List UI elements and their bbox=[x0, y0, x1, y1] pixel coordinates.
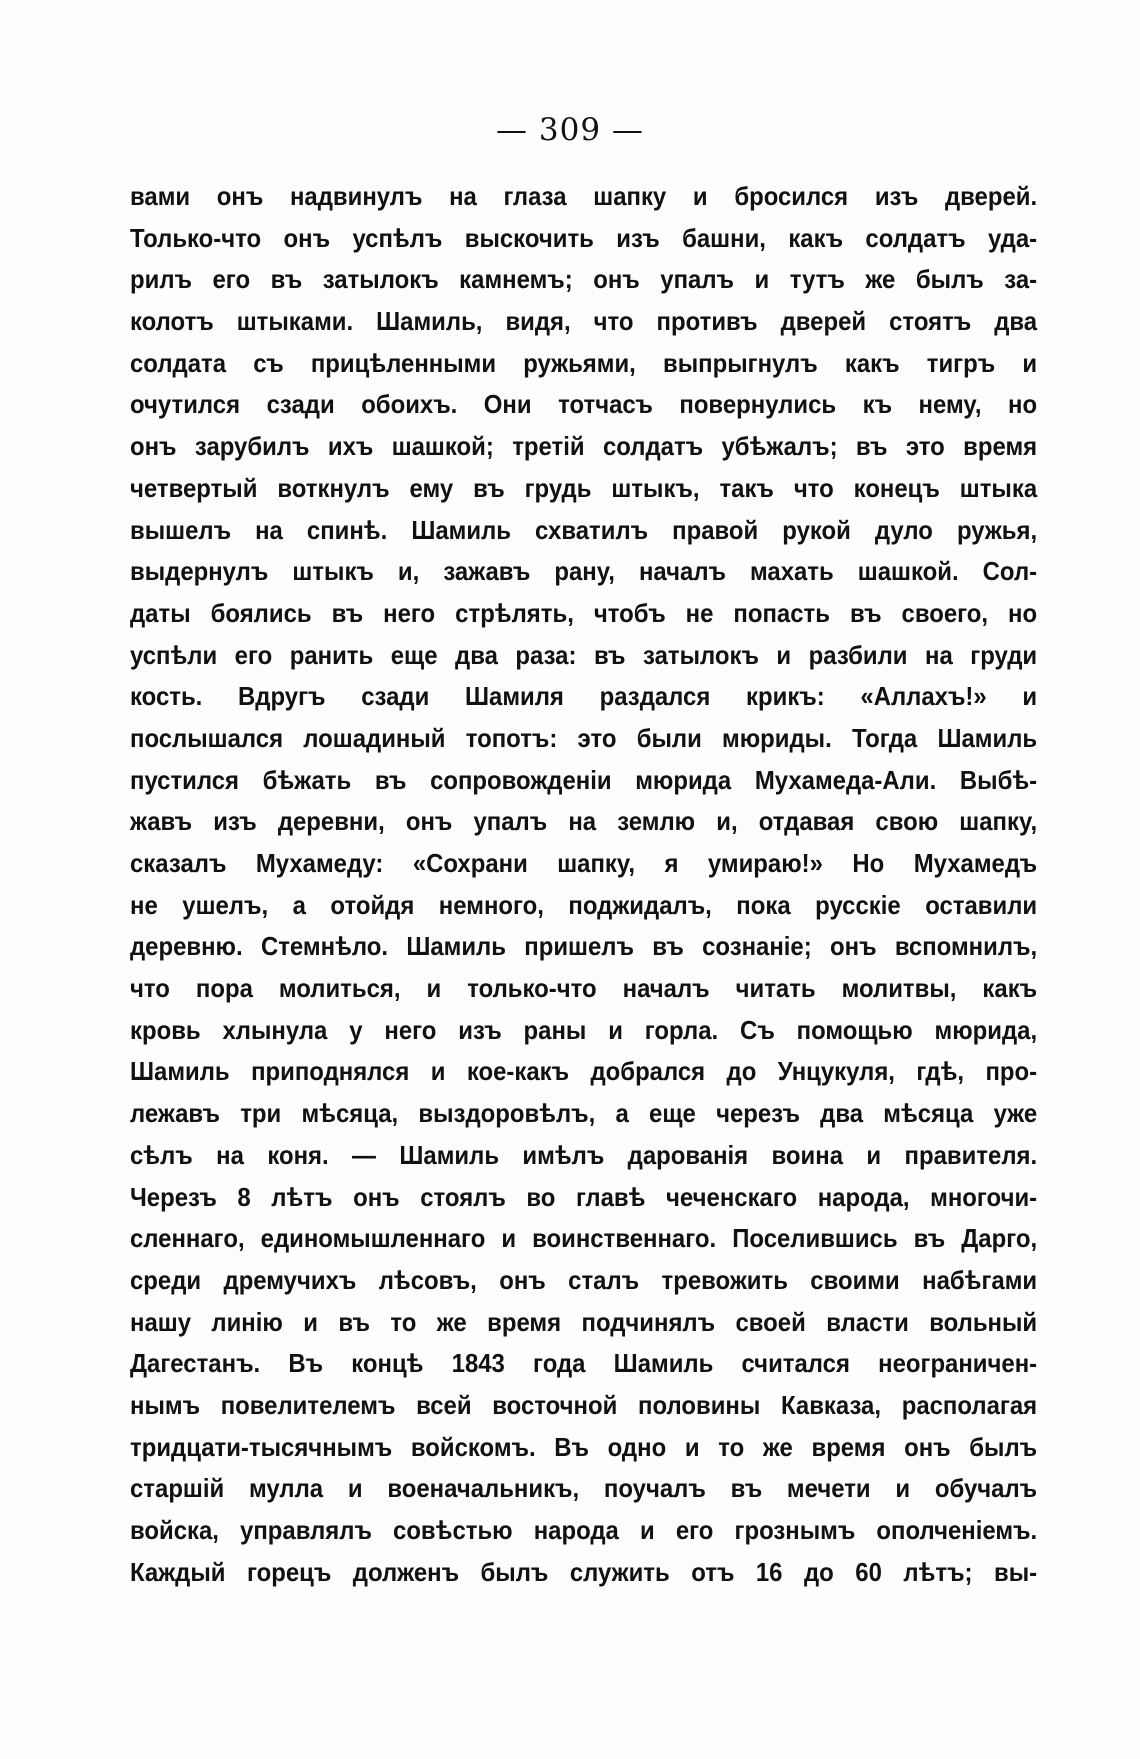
text-line: Дагестанъ. Въ концѣ 1843 года Шамиль считался неограничен- bbox=[130, 1348, 1038, 1379]
text-line: четвертый воткнулъ ему въ грудь штыкъ, такъ что конецъ штыка bbox=[130, 472, 1038, 503]
text-line: вышелъ на спинѣ. Шамиль схватилъ правой рукой дуло ружья, bbox=[130, 514, 1038, 545]
text-line: сленнаго, единомышленнаго и воинственнаго. Поселившись въ Дарго, bbox=[130, 1223, 1038, 1254]
text-line: послышался лошадиный топотъ: это были мюриды. Тогда Шамиль bbox=[130, 722, 1038, 753]
text-line: сказалъ Мухамеду: «Сохрани шапку, я умираю!» Но Мухамедъ bbox=[130, 848, 1038, 878]
text-line: кровь хлынула у него изъ раны и горла. Съ помощью мюрида, bbox=[130, 1014, 1038, 1045]
text-line: жавъ изъ деревни, онъ упалъ на землю и, отдавая свою шапку, bbox=[130, 806, 1038, 837]
text-line: рилъ его въ затылокъ камнемъ; онъ упалъ и тутъ же былъ за- bbox=[130, 264, 1038, 295]
text-line: вами онъ надвинулъ на глаза шапку и бросился изъ дверей. bbox=[130, 181, 1038, 211]
text-line: успѣли его ранить еще два раза: въ затылокъ и разбили на груди bbox=[130, 639, 1038, 670]
text-line: пустился бѣжать въ сопровожденіи мюрида Мухамеда-Али. Выбѣ- bbox=[130, 764, 1038, 795]
text-line: деревню. Стемнѣло. Шамиль пришелъ въ сознаніе; онъ вспомнилъ, bbox=[130, 931, 1038, 962]
text-line: войска, управлялъ совѣстью народа и его грознымъ ополченіемъ. bbox=[130, 1515, 1038, 1545]
text-line: что пора молиться, и только-что началъ читать молитвы, какъ bbox=[130, 973, 1038, 1004]
text-line: выдернулъ штыкъ и, зажавъ рану, началъ махать шашкой. Сол- bbox=[130, 556, 1038, 587]
text-line: Каждый горецъ долженъ былъ служить отъ 16 до 60 лѣтъ; вы- bbox=[130, 1556, 1038, 1587]
text-line: даты боялись въ него стрѣлять, чтобъ не попасть въ своего, но bbox=[130, 597, 1038, 628]
text-line: кость. Вдругъ сзади Шамиля раздался крикъ: «Аллахъ!» и bbox=[130, 681, 1038, 712]
text-line: Только-что онъ успѣлъ выскочить изъ башни, какъ солдатъ уда- bbox=[130, 222, 1038, 253]
text-line: не ушелъ, а отойдя немного, поджидалъ, пока русскіе оставили bbox=[130, 889, 1038, 920]
text-line: лежавъ три мѣсяца, выздоровѣлъ, а еще черезъ два мѣсяца уже bbox=[130, 1098, 1038, 1129]
text-line: онъ зарубилъ ихъ шашкой; третій солдатъ убѣжалъ; въ это время bbox=[130, 431, 1038, 462]
text-line: сѣлъ на коня. — Шамиль имѣлъ дарованія воина и правителя. bbox=[130, 1139, 1038, 1170]
text-line: солдата съ прицѣленными ружьями, выпрыгнулъ какъ тигръ и bbox=[130, 347, 1038, 378]
page-number: — 309 — bbox=[496, 112, 644, 148]
text-line: нашу линію и въ то же время подчинялъ своей власти вольный bbox=[130, 1306, 1038, 1337]
text-line: колотъ штыками. Шамиль, видя, что противъ дверей стоятъ два bbox=[130, 306, 1038, 337]
text-line: нымъ повелителемъ всей восточной половины Кавказа, располагая bbox=[130, 1389, 1038, 1420]
text-line: Черезъ 8 лѣтъ онъ стоялъ во главѣ чеченскаго народа, многочи- bbox=[130, 1181, 1038, 1212]
text-line: тридцати-тысячнымъ войскомъ. Въ одно и то же время онъ былъ bbox=[130, 1431, 1038, 1462]
text-line: очутился сзади обоихъ. Они тотчасъ повернулись къ нему, но bbox=[130, 389, 1038, 420]
text-line: среди дремучихъ лѣсовъ, онъ сталъ тревожить своими набѣгами bbox=[130, 1264, 1038, 1295]
body-text bbox=[130, 176, 1037, 1593]
text-line: старшій мулла и военачальникъ, поучалъ въ мечети и обучалъ bbox=[130, 1473, 1038, 1504]
text-line: Шамиль приподнялся и кое-какъ добрался до Унцукуля, гдѣ, про- bbox=[130, 1056, 1038, 1087]
